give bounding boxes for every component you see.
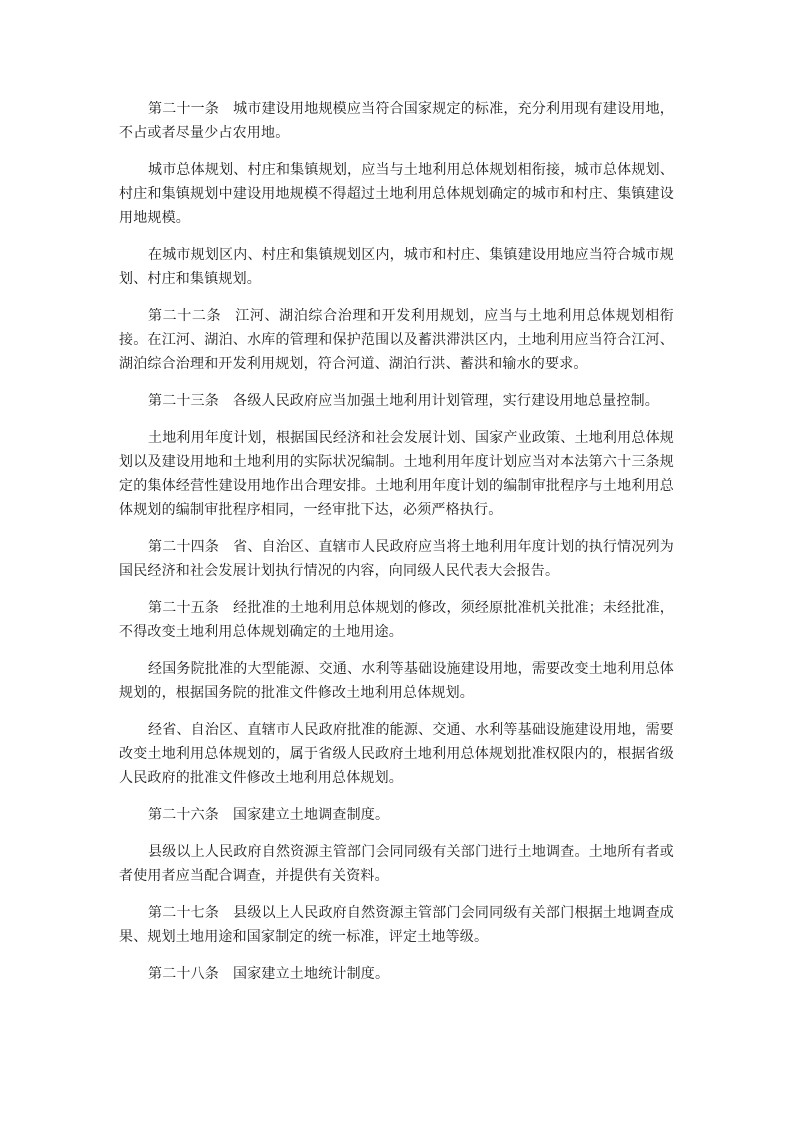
paragraph-text: 经批准的土地利用总体规划的修改，须经原批准机关批准；未经批准，不得改变土地利用总体规划确定的土地用途。: [119, 600, 675, 640]
paragraph-text: 国家建立土地统计制度。: [233, 966, 390, 982]
paragraph-text: 城市建设用地规模应当符合国家规定的标准，充分利用现有建设用地，不占或者尽量少占农用地。: [119, 101, 675, 141]
paragraph-article-22: [119, 304, 674, 376]
paragraph: [119, 657, 674, 705]
article-number: 第二十三条: [148, 393, 219, 409]
paragraph-text: 省、自治区、直辖市人民政府应当将土地利用年度计划的执行情况列为国民经济和社会发展计划执行情况的内容，向同级人民代表大会报告。: [119, 539, 675, 579]
paragraph-text: 各级人民政府应当加强土地利用计划管理，实行建设用地总量控制。: [233, 393, 659, 409]
paragraph: [119, 718, 674, 790]
paragraph-text: 经国务院批准的大型能源、交通、水利等基础设施建设用地，需要改变土地利用总体规划的，根据国务院的批准文件修改土地利用总体规划。: [119, 661, 674, 701]
paragraph-text: 经省、自治区、直辖市人民政府批准的能源、交通、水利等基础设施建设用地，需要改变土地利用总体规划的，属于省级人民政府土地利用总体规划批准权限内的，根据省级人民政府的批准文件修改土地利用总体规划。: [119, 722, 674, 786]
paragraph-article-27: [119, 901, 674, 949]
article-number: 第二十一条: [148, 101, 220, 117]
article-number: 第二十七条: [148, 905, 220, 921]
paragraph-article-28: [119, 962, 674, 986]
paragraph-text: 土地利用年度计划，根据国民经济和社会发展计划、国家产业政策、土地利用总体规划以及建设用地和土地利用的实际状况编制。土地利用年度计划应当对本法第六十三条规定的集体经营性建设用地作出合理安排。土地利用年度计划的编制审批程序与土地利用总体规划的编制审批程序相同，一经审批下达，必须严格执行。: [119, 430, 674, 518]
paragraph-text: 县级以上人民政府自然资源主管部门会同同级有关部门根据土地调查成果、规划土地用途和国家制定的统一标准，评定土地等级。: [119, 905, 675, 945]
paragraph-text: 在城市规划区内、村庄和集镇规划区内，城市和村庄、集镇建设用地应当符合城市规划、村庄和集镇规划。: [119, 247, 674, 287]
paragraph: [119, 158, 674, 230]
paragraph-text: 县级以上人民政府自然资源主管部门会同同级有关部门进行土地调查。土地所有者或者使用者应当配合调查，并提供有关资料。: [119, 844, 674, 884]
article-number: 第二十二条: [148, 308, 222, 324]
paragraph: [119, 243, 674, 291]
paragraph-article-21: [119, 97, 674, 145]
article-number: 第二十六条: [148, 807, 219, 823]
paragraph-article-23: [119, 389, 674, 413]
document-body: [119, 97, 674, 999]
article-number: 第二十四条: [148, 539, 220, 555]
paragraph-article-26: [119, 803, 674, 827]
paragraph: [119, 840, 674, 888]
article-number: 第二十八条: [148, 966, 219, 982]
paragraph: [119, 426, 674, 522]
paragraph-text: 国家建立土地调查制度。: [233, 807, 390, 823]
paragraph-article-25: [119, 596, 674, 644]
paragraph-text: 城市总体规划、村庄和集镇规划，应当与土地利用总体规划相衔接，城市总体规划、村庄和集镇规划中建设用地规模不得超过土地利用总体规划确定的城市和村庄、集镇建设用地规模。: [119, 162, 674, 226]
paragraph-article-24: [119, 535, 674, 583]
article-number: 第二十五条: [148, 600, 220, 616]
paragraph-text: 江河、湖泊综合治理和开发利用规划，应当与土地利用总体规划相衔接。在江河、湖泊、水库的管理和保护范围以及蓄洪滞洪区内，土地利用应当符合江河、湖泊综合治理和开发利用规划，符合河道、湖泊行洪、蓄洪和输水的要求。: [119, 308, 675, 372]
